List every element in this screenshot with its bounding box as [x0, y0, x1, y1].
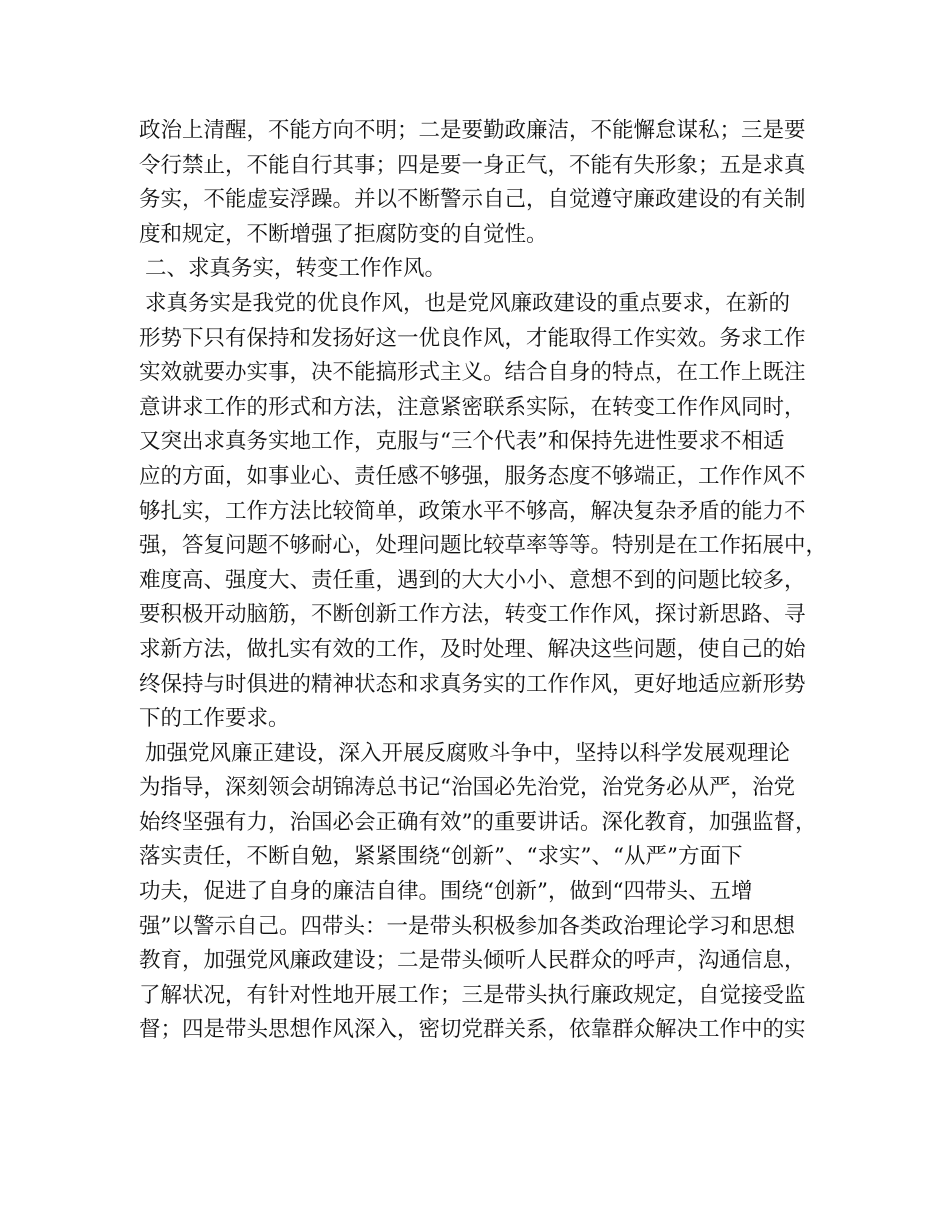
text-line: 功夫，促进了自身的廉洁自律。围绕“创新”，做到“四带头、五增	[139, 879, 753, 905]
text-line: 始终坚强有力，治国必会正确有效”的重要讲话。深化教育，加强监督，	[139, 809, 817, 835]
text-line: 政治上清醒，不能方向不明；二是要勤政廉洁，不能懈怠谋私；三是要	[139, 118, 806, 143]
document-body-text	[139, 114, 829, 1048]
text-line: 终保持与时俱进的精神状态和求真务实的工作作风，更好地适应新形势	[139, 671, 806, 697]
text-line: 务实，不能虚妄浮躁。并以不断警示自己，自觉遵守廉政建设的有关制	[139, 187, 806, 213]
text-line: 意讲求工作的形式和方法，注意紧密联系实际，在转变工作作风同时，	[139, 394, 806, 420]
text-line: 求真务实是我党的优良作风，也是党风廉政建设的重点要求，在新的	[145, 290, 791, 316]
text-line: 二、求真务实，转变工作作风。	[145, 256, 447, 282]
text-line: 强，答复问题不够耐心，处理问题比较草率等等。特别是在工作拓展中，	[139, 533, 828, 559]
text-line: 要积极开动脑筋，不断创新工作方法，转变工作作风，探讨新思路、寻	[139, 602, 806, 628]
text-line: 了解状况，有针对性地开展工作；三是带头执行廉政规定，自觉接受监	[139, 982, 806, 1008]
text-line: 教育，加强党风廉政建设；二是带头倾听人民群众的呼声，沟通信息，	[139, 948, 806, 974]
text-line: 度和规定，不断增强了拒腐防变的自觉性。	[139, 221, 548, 247]
text-line: 形势下只有保持和发扬好这一优良作风，才能取得工作实效。务求工作	[139, 325, 806, 351]
text-line: 强”以警示自己。四带头：一是带头积极参加各类政治理论学习和思想	[139, 913, 795, 939]
text-line: 求新方法，做扎实有效的工作，及时处理、解决这些问题，使自己的始	[139, 636, 806, 662]
text-line: 又突出求真务实地工作，克服与“三个代表”和保持先进性要求不相适	[139, 429, 785, 455]
text-line: 令行禁止，不能自行其事；四是要一身正气，不能有失形象；五是求真	[139, 152, 806, 178]
text-line: 下的工作要求。	[139, 706, 290, 732]
text-line: 为指导，深刻领会胡锦涛总书记“治国必先治党，治党务必从严，治党	[139, 775, 795, 801]
text-line: 实效就要办实事，决不能搞形式主义。结合自身的特点，在工作上既注	[139, 360, 806, 386]
text-line: 督；四是带头思想作风深入，密切党群关系，依靠群众解决工作中的实	[139, 1017, 806, 1043]
text-line: 落实责任，不断自勉，紧紧围绕“创新”、“求实”、“从严”方面下	[139, 844, 743, 870]
text-line: 应的方面，如事业心、责任感不够强，服务态度不够端正，工作作风不	[139, 463, 806, 489]
text-line: 加强党风廉正建设，深入开展反腐败斗争中，坚持以科学发展观理论	[145, 740, 791, 766]
text-line: 难度高、强度大、责任重，遇到的大大小小、意想不到的问题比较多，	[139, 567, 806, 593]
text-line: 够扎实，工作方法比较简单，政策水平不够高，解决复杂矛盾的能力不	[139, 498, 806, 524]
